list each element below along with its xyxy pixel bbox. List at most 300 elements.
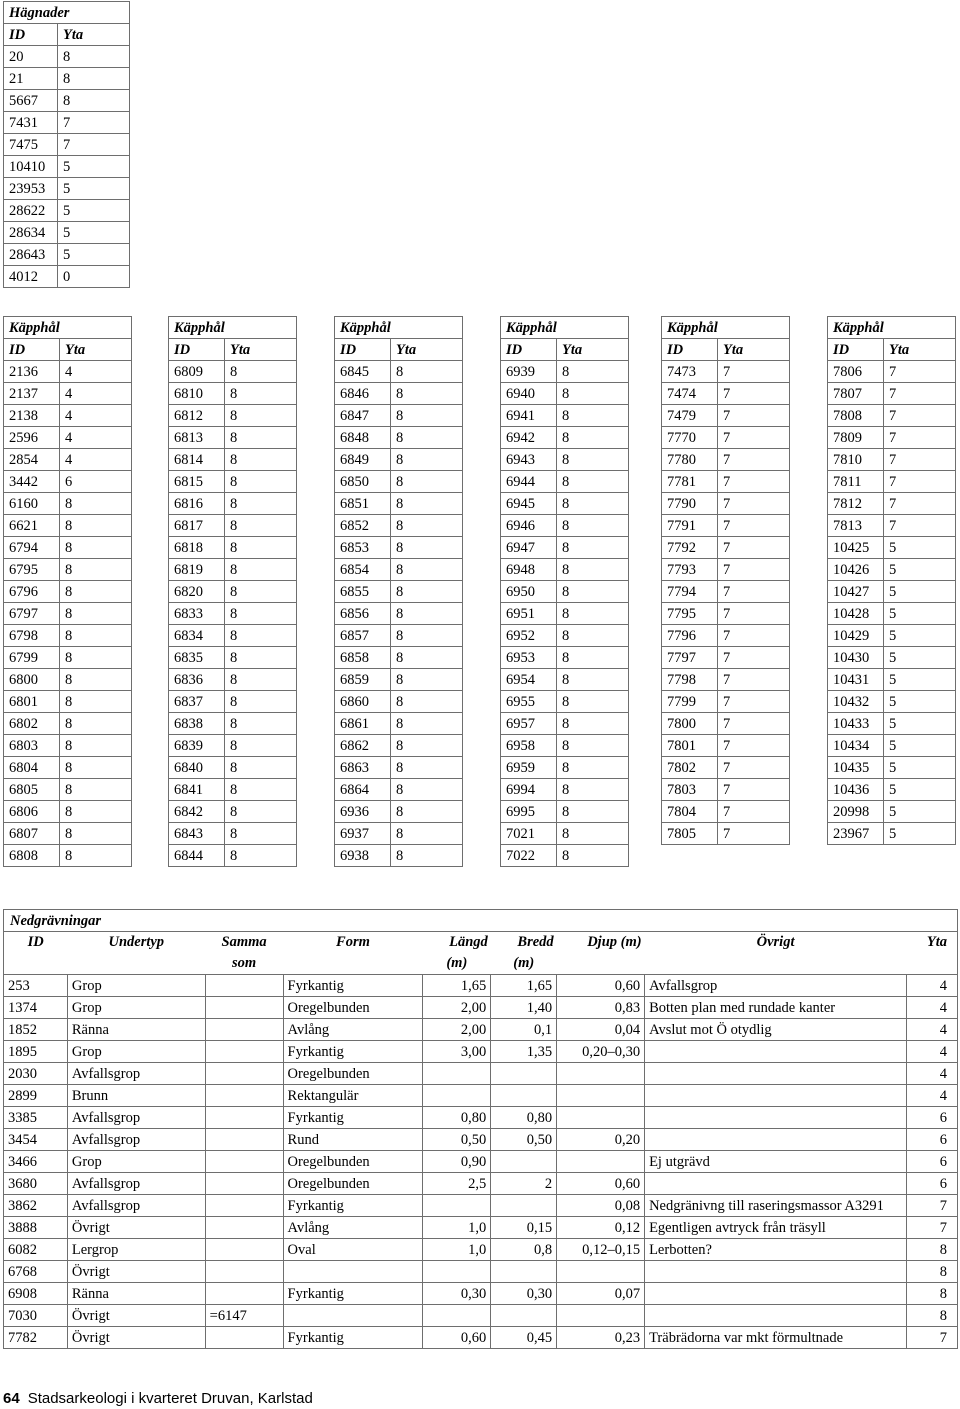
table-row <box>828 493 956 515</box>
col-header-langd: Längd <box>449 934 488 950</box>
cell-yta: 8 <box>557 691 629 713</box>
cell-form: Rektangulär <box>283 1085 423 1107</box>
table-row <box>662 405 790 427</box>
cell-form <box>283 1261 423 1283</box>
cell-id: 7810 <box>828 449 884 471</box>
cell-samma-som <box>205 1107 283 1129</box>
cell-id: 4012 <box>4 266 58 288</box>
cell-yta: 7 <box>718 493 790 515</box>
cell-id: 7021 <box>501 823 557 845</box>
table-row <box>4 178 130 200</box>
table-row <box>662 757 790 779</box>
col-header-yta: Yta <box>884 339 956 361</box>
header-row <box>501 339 629 361</box>
cell-undertyp: Avfallsgrop <box>67 1129 205 1151</box>
kapphal-table-4 <box>500 316 629 867</box>
cell-yta: 8 <box>391 449 463 471</box>
cell-id: 5667 <box>4 90 58 112</box>
cell-id: 7805 <box>662 823 718 845</box>
cell-ovrigt <box>645 1173 907 1195</box>
table-title: Hägnader <box>4 2 130 24</box>
cell-djup <box>557 1063 645 1085</box>
cell-yta: 8 <box>58 90 130 112</box>
table-row <box>828 559 956 581</box>
cell-langd: 3,00 <box>423 1041 491 1063</box>
cell-samma-som <box>205 1217 283 1239</box>
cell-yta: 7 <box>718 427 790 449</box>
table-row <box>501 361 629 383</box>
cell-yta: 7 <box>907 1195 958 1217</box>
cell-langd <box>423 1305 491 1327</box>
table-row <box>828 427 956 449</box>
table-row <box>828 449 956 471</box>
cell-yta: 8 <box>225 383 297 405</box>
table-row <box>4 1239 958 1261</box>
table-row <box>501 801 629 823</box>
table-title: Käpphål <box>335 317 463 339</box>
table-row <box>662 603 790 625</box>
cell-yta: 8 <box>391 515 463 537</box>
col-header-id: ID <box>501 339 557 361</box>
cell-id: 6834 <box>169 625 225 647</box>
cell-bredd <box>491 1261 557 1283</box>
cell-id: 7030 <box>4 1305 68 1327</box>
table-row <box>4 975 958 997</box>
cell-samma-som <box>205 975 283 997</box>
table-row <box>4 1063 958 1085</box>
table-row <box>828 669 956 691</box>
cell-id: 6953 <box>501 647 557 669</box>
cell-yta: 8 <box>391 779 463 801</box>
cell-yta: 5 <box>58 178 130 200</box>
table-row <box>828 691 956 713</box>
table-row <box>4 471 132 493</box>
cell-yta: 8 <box>391 361 463 383</box>
cell-ovrigt <box>645 1129 907 1151</box>
table-row <box>335 383 463 405</box>
table-row <box>828 823 956 845</box>
cell-bredd: 1,35 <box>491 1041 557 1063</box>
table-row <box>335 823 463 845</box>
cell-yta: 8 <box>557 493 629 515</box>
table-row <box>4 1327 958 1349</box>
cell-id: 6958 <box>501 735 557 757</box>
cell-id: 6804 <box>4 757 60 779</box>
cell-yta: 8 <box>60 845 132 867</box>
cell-yta: 8 <box>557 537 629 559</box>
table-row <box>501 735 629 757</box>
cell-id: 6941 <box>501 405 557 427</box>
cell-yta: 6 <box>907 1107 958 1129</box>
cell-id: 6856 <box>335 603 391 625</box>
cell-id: 6855 <box>335 581 391 603</box>
cell-id: 10430 <box>828 647 884 669</box>
cell-bredd: 2 <box>491 1173 557 1195</box>
table-row <box>335 581 463 603</box>
cell-undertyp: Övrigt <box>67 1261 205 1283</box>
cell-yta: 5 <box>884 625 956 647</box>
table-row <box>4 845 132 867</box>
cell-id: 28643 <box>4 244 58 266</box>
cell-form: Fyrkantig <box>283 1107 423 1129</box>
cell-yta: 8 <box>557 647 629 669</box>
cell-langd: 0,90 <box>423 1151 491 1173</box>
cell-yta: 8 <box>225 603 297 625</box>
col-header-id: ID <box>828 339 884 361</box>
cell-samma-som <box>205 997 283 1019</box>
table-row <box>828 713 956 735</box>
cell-yta: 8 <box>391 801 463 823</box>
table-row <box>501 647 629 669</box>
cell-yta: 8 <box>60 713 132 735</box>
col-header-djup: Djup (m) <box>587 934 642 950</box>
cell-yta: 5 <box>58 244 130 266</box>
table-row <box>4 997 958 1019</box>
cell-yta: 8 <box>391 713 463 735</box>
cell-yta: 8 <box>391 845 463 867</box>
cell-form: Oregelbunden <box>283 1151 423 1173</box>
cell-yta: 4 <box>60 361 132 383</box>
cell-yta: 8 <box>60 823 132 845</box>
cell-id: 7813 <box>828 515 884 537</box>
cell-yta: 8 <box>557 713 629 735</box>
cell-yta: 5 <box>884 669 956 691</box>
cell-id: 7808 <box>828 405 884 427</box>
cell-ovrigt <box>645 1283 907 1305</box>
cell-id: 10427 <box>828 581 884 603</box>
table-row <box>4 68 130 90</box>
table-title: Käpphål <box>4 317 132 339</box>
table-row <box>4 427 132 449</box>
cell-yta: 8 <box>557 603 629 625</box>
cell-yta: 8 <box>225 757 297 779</box>
cell-yta: 8 <box>60 757 132 779</box>
cell-yta: 5 <box>884 779 956 801</box>
cell-bredd <box>491 1085 557 1107</box>
cell-id: 6805 <box>4 779 60 801</box>
cell-yta: 8 <box>557 427 629 449</box>
cell-undertyp: Övrigt <box>67 1327 205 1349</box>
table-row <box>501 581 629 603</box>
table-row <box>501 845 629 867</box>
title-row <box>662 317 790 339</box>
cell-yta: 7 <box>718 735 790 757</box>
cell-id: 7795 <box>662 603 718 625</box>
cell-id: 6863 <box>335 757 391 779</box>
table-row <box>335 493 463 515</box>
cell-id: 6816 <box>169 493 225 515</box>
cell-yta: 8 <box>60 735 132 757</box>
cell-yta: 4 <box>907 1063 958 1085</box>
cell-undertyp: Brunn <box>67 1085 205 1107</box>
cell-yta: 8 <box>557 559 629 581</box>
cell-id: 6940 <box>501 383 557 405</box>
table-row <box>501 625 629 647</box>
title-row <box>501 317 629 339</box>
cell-yta: 8 <box>60 493 132 515</box>
table-row <box>4 156 130 178</box>
cell-yta: 7 <box>718 669 790 691</box>
cell-id: 6952 <box>501 625 557 647</box>
table-row <box>501 823 629 845</box>
cell-id: 10410 <box>4 156 58 178</box>
table-row <box>501 559 629 581</box>
table-row <box>501 669 629 691</box>
kapphal-table-6 <box>827 316 956 845</box>
cell-yta: 8 <box>225 625 297 647</box>
cell-id: 6810 <box>169 383 225 405</box>
cell-yta: 8 <box>225 361 297 383</box>
cell-yta: 8 <box>557 779 629 801</box>
col-header-yta: Yta <box>225 339 297 361</box>
cell-yta: 8 <box>225 449 297 471</box>
cell-undertyp: Övrigt <box>67 1305 205 1327</box>
cell-undertyp: Grop <box>67 975 205 997</box>
cell-yta: 7 <box>718 757 790 779</box>
col-header-yta: Yta <box>926 934 947 950</box>
table-row <box>4 493 132 515</box>
table-row <box>4 222 130 244</box>
cell-form: Rund <box>283 1129 423 1151</box>
table-row <box>501 779 629 801</box>
cell-id: 6836 <box>169 669 225 691</box>
cell-ovrigt <box>645 1041 907 1063</box>
cell-id: 6160 <box>4 493 60 515</box>
cell-id: 7790 <box>662 493 718 515</box>
table-row <box>4 200 130 222</box>
table-row <box>828 801 956 823</box>
cell-ovrigt: Träbrädorna var mkt förmultnade <box>645 1327 907 1349</box>
kapphal-table-1 <box>3 316 132 867</box>
header-row <box>169 339 297 361</box>
cell-samma-som <box>205 1041 283 1063</box>
cell-id: 7797 <box>662 647 718 669</box>
cell-id: 3442 <box>4 471 60 493</box>
table-row <box>169 559 297 581</box>
cell-langd: 1,65 <box>423 975 491 997</box>
kapphal-table-5 <box>661 316 790 845</box>
header-row <box>4 339 132 361</box>
cell-djup: 0,07 <box>557 1283 645 1305</box>
cell-id: 6796 <box>4 581 60 603</box>
cell-yta: 8 <box>225 427 297 449</box>
table-row <box>335 691 463 713</box>
cell-yta: 8 <box>60 779 132 801</box>
cell-id: 6808 <box>4 845 60 867</box>
cell-id: 6854 <box>335 559 391 581</box>
cell-id: 6806 <box>4 801 60 823</box>
table-row <box>4 1041 958 1063</box>
cell-yta: 8 <box>907 1305 958 1327</box>
cell-id: 6942 <box>501 427 557 449</box>
cell-id: 3454 <box>4 1129 68 1151</box>
cell-form: Avlång <box>283 1019 423 1041</box>
table-row <box>169 515 297 537</box>
cell-id: 6819 <box>169 559 225 581</box>
cell-yta: 8 <box>391 735 463 757</box>
cell-yta: 8 <box>557 581 629 603</box>
cell-id: 6858 <box>335 647 391 669</box>
cell-id: 6994 <box>501 779 557 801</box>
col-header-undertyp: Undertyp <box>108 934 165 950</box>
cell-djup: 0,04 <box>557 1019 645 1041</box>
cell-langd: 2,00 <box>423 1019 491 1041</box>
cell-ovrigt <box>645 1261 907 1283</box>
cell-id: 2899 <box>4 1085 68 1107</box>
cell-yta: 6 <box>907 1129 958 1151</box>
cell-yta: 5 <box>58 222 130 244</box>
cell-yta: 8 <box>225 581 297 603</box>
table-row <box>501 449 629 471</box>
cell-id: 23953 <box>4 178 58 200</box>
cell-yta: 8 <box>391 757 463 779</box>
cell-samma-som <box>205 1019 283 1041</box>
table-row <box>169 669 297 691</box>
cell-bredd: 0,15 <box>491 1217 557 1239</box>
cell-id: 6844 <box>169 845 225 867</box>
cell-ovrigt: Egentligen avtryck från träsyll <box>645 1217 907 1239</box>
cell-yta: 4 <box>907 1085 958 1107</box>
cell-id: 7796 <box>662 625 718 647</box>
page-number: 64 <box>3 1390 20 1407</box>
cell-id: 6857 <box>335 625 391 647</box>
cell-samma-som <box>205 1173 283 1195</box>
cell-yta: 7 <box>718 537 790 559</box>
table-row <box>4 647 132 669</box>
cell-yta: 7 <box>718 383 790 405</box>
table-row <box>662 559 790 581</box>
cell-yta: 7 <box>718 581 790 603</box>
cell-id: 6843 <box>169 823 225 845</box>
cell-yta: 8 <box>391 493 463 515</box>
table-title: Käpphål <box>501 317 629 339</box>
cell-yta: 8 <box>907 1261 958 1283</box>
table-row <box>828 647 956 669</box>
cell-yta: 8 <box>907 1239 958 1261</box>
cell-yta: 7 <box>718 625 790 647</box>
cell-yta: 8 <box>391 625 463 647</box>
table-row <box>662 581 790 603</box>
cell-id: 6817 <box>169 515 225 537</box>
cell-bredd: 0,45 <box>491 1327 557 1349</box>
col-header-form: Form <box>336 934 370 950</box>
cell-id: 6852 <box>335 515 391 537</box>
cell-yta: 5 <box>884 647 956 669</box>
cell-id: 20 <box>4 46 58 68</box>
page-footer <box>3 1390 313 1407</box>
table-row <box>4 90 130 112</box>
cell-id: 6799 <box>4 647 60 669</box>
cell-yta: 8 <box>225 537 297 559</box>
table-row <box>501 427 629 449</box>
cell-id: 6838 <box>169 713 225 735</box>
cell-yta: 8 <box>60 515 132 537</box>
cell-yta: 8 <box>225 779 297 801</box>
cell-id: 6954 <box>501 669 557 691</box>
cell-yta: 6 <box>60 471 132 493</box>
col-header-id: ID <box>169 339 225 361</box>
table-row <box>4 823 132 845</box>
col-header-yta: Yta <box>557 339 629 361</box>
cell-id: 1895 <box>4 1041 68 1063</box>
cell-form: Oregelbunden <box>283 997 423 1019</box>
cell-id: 10434 <box>828 735 884 757</box>
cell-id: 7770 <box>662 427 718 449</box>
cell-yta: 8 <box>225 647 297 669</box>
cell-id: 2596 <box>4 427 60 449</box>
cell-id: 6847 <box>335 405 391 427</box>
cell-yta: 8 <box>225 471 297 493</box>
cell-djup: 0,08 <box>557 1195 645 1217</box>
cell-id: 6851 <box>335 493 391 515</box>
cell-yta: 8 <box>391 383 463 405</box>
cell-id: 28622 <box>4 200 58 222</box>
table-row <box>335 647 463 669</box>
cell-undertyp: Ränna <box>67 1283 205 1305</box>
table-row <box>169 647 297 669</box>
cell-samma-som <box>205 1085 283 1107</box>
cell-yta: 8 <box>225 845 297 867</box>
table-row <box>169 845 297 867</box>
cell-langd <box>423 1085 491 1107</box>
cell-id: 6815 <box>169 471 225 493</box>
cell-djup: 0,83 <box>557 997 645 1019</box>
cell-bredd <box>491 1195 557 1217</box>
cell-form: Avlång <box>283 1217 423 1239</box>
cell-djup: 0,12 <box>557 1217 645 1239</box>
cell-yta: 4 <box>60 427 132 449</box>
cell-undertyp: Ränna <box>67 1019 205 1041</box>
cell-yta: 8 <box>60 603 132 625</box>
table-row <box>335 757 463 779</box>
cell-langd <box>423 1195 491 1217</box>
cell-id: 6820 <box>169 581 225 603</box>
cell-yta: 4 <box>907 975 958 997</box>
cell-bredd <box>491 1063 557 1085</box>
table-row <box>4 1019 958 1041</box>
cell-yta: 8 <box>391 427 463 449</box>
cell-id: 6795 <box>4 559 60 581</box>
table-row <box>4 244 130 266</box>
table-row <box>4 1217 958 1239</box>
cell-id: 6995 <box>501 801 557 823</box>
cell-id: 23967 <box>828 823 884 845</box>
cell-djup: 0,23 <box>557 1327 645 1349</box>
cell-id: 7801 <box>662 735 718 757</box>
table-row <box>4 1085 958 1107</box>
cell-id: 28634 <box>4 222 58 244</box>
cell-yta: 8 <box>60 537 132 559</box>
cell-id: 6801 <box>4 691 60 713</box>
cell-yta: 8 <box>391 691 463 713</box>
table-title: Käpphål <box>662 317 790 339</box>
cell-id: 6908 <box>4 1283 68 1305</box>
cell-djup: 0,12–0,15 <box>557 1239 645 1261</box>
cell-yta: 8 <box>60 625 132 647</box>
kapphal-table-2 <box>168 316 297 867</box>
table-row <box>662 735 790 757</box>
cell-yta: 8 <box>557 383 629 405</box>
cell-id: 6814 <box>169 449 225 471</box>
cell-ovrigt: Lerbotten? <box>645 1239 907 1261</box>
cell-ovrigt <box>645 1063 907 1085</box>
cell-djup <box>557 1107 645 1129</box>
cell-id: 6842 <box>169 801 225 823</box>
cell-langd <box>423 1261 491 1283</box>
header-row <box>662 339 790 361</box>
table-row <box>4 1261 958 1283</box>
cell-yta: 8 <box>60 669 132 691</box>
